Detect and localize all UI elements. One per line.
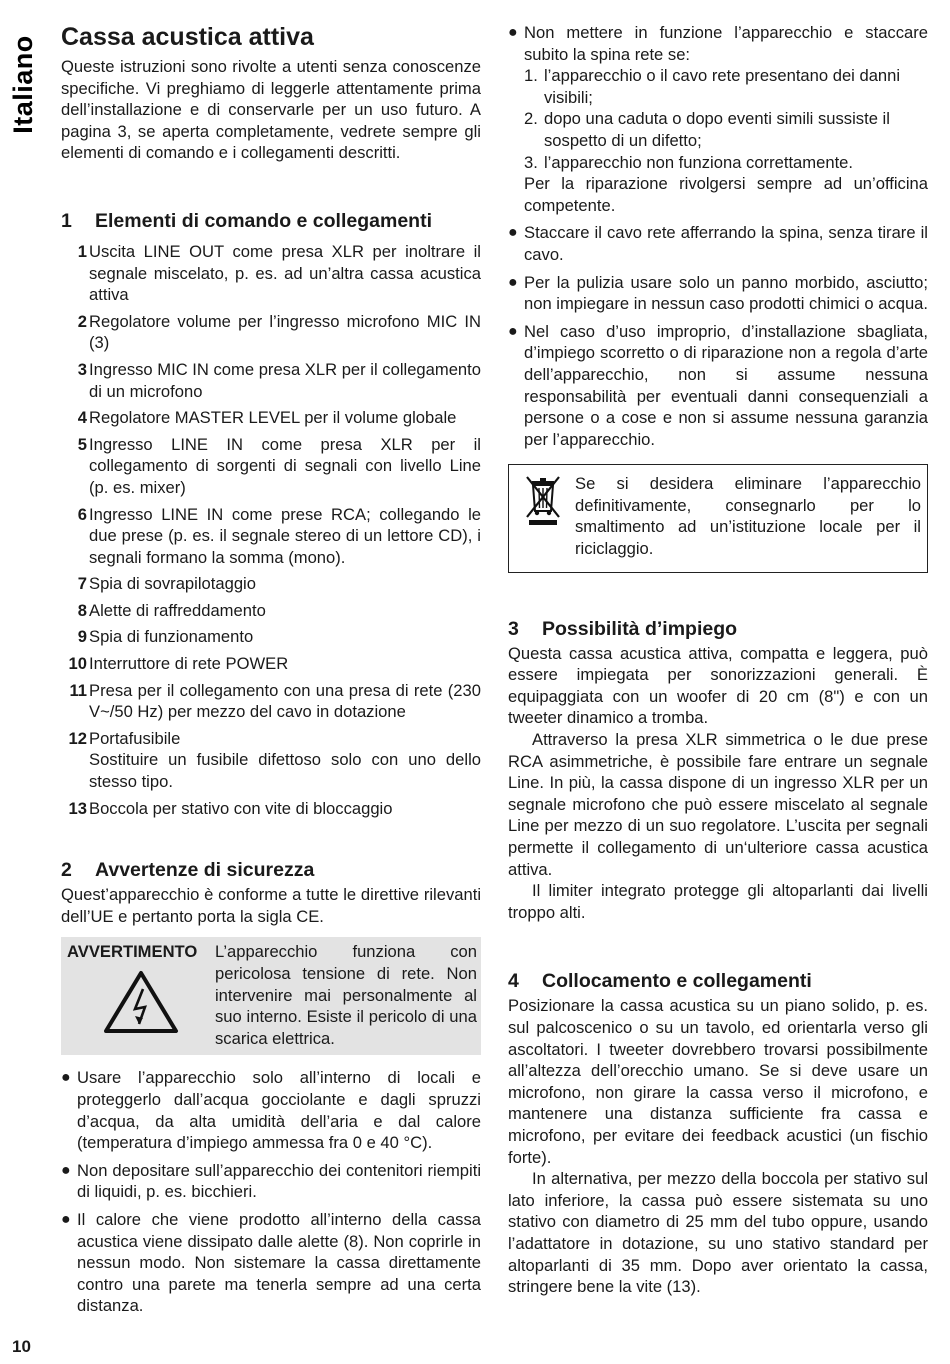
list-item	[61, 359, 481, 402]
item-text: Boccola per stativo con vite di bloccaggio	[89, 798, 393, 818]
item-text: Per la pulizia usare solo un panno morbido, asciutto; non impiegare in nessun caso prodotti chimici o acqua.	[524, 272, 929, 314]
ce-mark: CE.	[296, 906, 324, 926]
disposal-text: Se si desidera eliminare l’apparecchio definitivamente, consegnarlo per lo smaltimento ad un’istituzione locale per il riciclaggio.	[575, 474, 921, 559]
item-number: 12	[68, 728, 87, 748]
item-text: Non depositare sull’apparecchio dei contenitori riempiti di liquidi, p. es. bicchieri.	[77, 1160, 481, 1202]
section-2-heading	[61, 858, 481, 882]
intro-paragraph: Queste istruzioni sono rivolte a utenti senza conoscenze specifiche. Vi preghiamo di leggerle attentamente prima dell’installazione e di conservarle per un uso futuro. A pagina 3, se aperta completamente, vedrete sempre gli elementi di comando e i collegamenti descritti.	[61, 57, 481, 163]
list-item	[508, 222, 928, 265]
warning-text: L’apparecchio funziona con pericolosa tensione di rete. Non intervenire mai personalmente al suo interno. Esiste il pericolo di una scarica elettrica.	[215, 942, 477, 1048]
list-item	[61, 407, 481, 429]
list-item	[508, 272, 928, 315]
language-label: Italiano	[7, 34, 38, 134]
sub-number: 3.	[524, 152, 538, 172]
item-text: Interruttore di rete POWER	[89, 654, 289, 674]
bullet-icon: ●	[508, 273, 518, 291]
sub-text: l’apparecchio non funziona correttamente.	[544, 152, 854, 172]
list-item	[61, 504, 481, 569]
list-item	[61, 680, 481, 723]
warning-left	[67, 941, 215, 1049]
sub-list	[524, 65, 928, 173]
item-number: 8	[77, 600, 87, 620]
section-number: 3	[508, 617, 519, 640]
sub-number: 1.	[524, 66, 538, 86]
item-number: 7	[77, 574, 87, 594]
paragraph: Attraverso la presa XLR simmetrica o le due prese RCA asimmetriche, è possibile fare entrare un segnale Line. In più, la cassa dispone di un ingresso XLR per un segnale microfono che può essere miscelato al segnale Line per mezzo di un suo regolatore. L’uscita per segnali permette il collegamento di un‘ulteriore cassa acustica attiva.	[508, 730, 928, 879]
list-item	[61, 311, 481, 354]
crossed-bin-icon-wrap	[515, 473, 571, 559]
bullet-icon: ●	[61, 1161, 71, 1179]
list-item	[61, 798, 481, 820]
paragraph: Il limiter integrato protegge gli altoparlanti dai livelli troppo alti.	[508, 881, 928, 922]
sub-item	[524, 65, 928, 108]
list-item	[61, 653, 481, 675]
bullet-icon: ●	[508, 322, 518, 340]
section-number: 4	[508, 970, 519, 993]
item-text: Spia di funzionamento	[89, 627, 254, 647]
item-number: 4	[77, 408, 87, 428]
safety-list-left	[61, 1067, 481, 1317]
list-item	[61, 728, 481, 793]
list-item	[61, 626, 481, 648]
disposal-box	[508, 464, 928, 572]
item-text: Ingresso MIC IN come presa XLR per il collegamento di un microfono	[89, 359, 481, 401]
section-title: Collocamento e collegamenti	[542, 970, 812, 993]
section-title: Elementi di comando e collegamenti	[95, 209, 432, 232]
conformity-paragraph	[61, 884, 481, 927]
item-number: 9	[77, 627, 87, 647]
section-4-heading	[508, 969, 928, 993]
list-item	[61, 241, 481, 306]
bullet-icon: ●	[508, 24, 518, 41]
page-number: 10	[12, 1337, 31, 1356]
paragraph: Posizionare la cassa acustica su un piano solido, p. es. sul palcoscenico o su un tavolo, ed orientarla verso gli ascoltatori. I tweeter dovrebbero trovarsi possibilmente all’altezza dell’orecchio umano. Se si deve usare un microfono, non girare la cassa verso il microfono, e mantenere una distanza sufficiente fra cassa e microfono, per evitare dei feedback acustici (un fischio forte).	[508, 996, 928, 1167]
list-item	[61, 434, 481, 499]
item-number: 11	[69, 680, 87, 700]
controls-list	[61, 241, 481, 819]
item-text: Ingresso LINE IN come presa XLR per il collegamento di sorgenti di segnali con livello Line (p. es. mixer)	[89, 434, 481, 497]
section-title: Possibilità d’impiego	[542, 617, 738, 640]
item-text: Nel caso d’uso improprio, d’installazione sbagliata, d’impiego scorretto o di riparazione non a regola d’arte dell’apparecchio, non si assume nessuna responsabilità per eventuali danni consequenziali a persone o a cose e non si assume nessuna garanzia per l’apparecchio.	[524, 321, 928, 449]
sub-number: 2.	[524, 109, 538, 129]
item-note: Sostituire un fusibile difettoso solo con uno dello stesso tipo.	[89, 750, 481, 792]
item-number: 3	[77, 359, 87, 379]
left-column	[61, 22, 481, 1323]
list-item	[61, 1067, 481, 1153]
paragraph: Questa cassa acustica attiva, compatta e leggera, può essere impiegata per sonorizzazioni generali. È equipaggiata con un woofer di 20 cm (8") e con un tweeter dinamico a tromba.	[508, 643, 928, 728]
conformity-text: Quest’apparecchio è conforme a tutte le direttive rilevanti dell’UE e pertanto porta la sigla	[61, 885, 481, 926]
sub-text: dopo una caduta o dopo eventi simili sussiste il sospetto di un difetto;	[544, 109, 890, 150]
item-text: Uscita LINE OUT come presa XLR per inoltrare il segnale miscelato, p. es. ad un’altra cassa acustica attiva	[89, 241, 481, 305]
item-text: Regolatore MASTER LEVEL per il volume globale	[89, 408, 457, 428]
warning-box	[61, 937, 481, 1055]
sub-item	[524, 108, 928, 151]
bullet-icon: ●	[61, 1069, 71, 1087]
item-text: Regolatore volume per l’ingresso microfono MIC IN (3)	[89, 311, 481, 353]
item-text: Ingresso LINE IN come prese RCA; collegando le due prese (p. es. il segnale stereo di un lettore CD), i segnali formano la somma (mono).	[89, 504, 481, 567]
bullet-icon: ●	[508, 224, 518, 242]
item-text: Non mettere in funzione l’apparecchio e staccare subito la spina rete se:	[524, 23, 928, 64]
section-1-heading	[61, 209, 481, 233]
sub-text: l’apparecchio o il cavo rete presentano dei danni visibili;	[544, 66, 901, 107]
item-text: Presa per il collegamento con una presa di rete (230 V~/50 Hz) per mezzo del cavo in dotazione	[89, 680, 481, 722]
section-title: Avvertenze di sicurezza	[95, 859, 315, 882]
section-number: 2	[61, 859, 72, 882]
section-number: 1	[61, 209, 72, 232]
item-text: Il calore che viene prodotto all’interno della cassa acustica viene dissipato dalle alette (8). Non coprirle in nessun modo. Non sistemare la cassa direttamente contro una parete ma tenerla sempre ad una certa distanza.	[77, 1209, 481, 1316]
paragraph: In alternativa, per mezzo della boccola per stativo sul lato inferiore, la cassa può essere sistemata su uno stativo con diametro di 25 mm del tubo oppure, usando l’adattatore in dotazione, su uno stativo standard per altoparlanti di 35 mm. Dopo aver orientato la cassa, stringere bene la vite (13).	[508, 1169, 928, 1297]
list-item	[61, 573, 481, 595]
list-item	[61, 1209, 481, 1317]
item-text: Spia di sovrapilotaggio	[89, 574, 256, 594]
language-tab	[6, 24, 40, 144]
right-column	[508, 22, 928, 1298]
item-text: Portafusibile	[89, 728, 181, 748]
item-number: 6	[77, 504, 87, 524]
list-item	[61, 1160, 481, 1203]
sub-item	[524, 152, 928, 174]
section-3-heading	[508, 617, 928, 641]
list-item	[61, 600, 481, 622]
item-text: Alette di raffreddamento	[89, 600, 266, 620]
item-number: 2	[77, 311, 87, 331]
item-note: Per la riparazione rivolgersi sempre ad un’officina competente.	[524, 174, 928, 215]
crossed-bin-icon	[523, 473, 563, 527]
safety-list-right	[508, 22, 928, 450]
bullet-icon: ●	[61, 1210, 71, 1228]
item-number: 13	[68, 798, 87, 818]
high-voltage-icon	[103, 969, 179, 1035]
warning-label: AVVERTIMENTO	[67, 942, 198, 962]
list-item	[508, 321, 928, 451]
document-title: Cassa acustica attiva	[61, 23, 314, 51]
item-text: Staccare il cavo rete afferrando la spina, senza tirare il cavo.	[524, 223, 928, 264]
item-text: Usare l’apparecchio solo all’interno di locali e proteggerlo dall’acqua gocciolante e dagli spruzzi d’acqua, da alta umidità dell’aria e dal calore (temperatura d’impiego ammessa fra 0 e 40 °C).	[77, 1068, 481, 1153]
list-item	[508, 22, 928, 216]
item-number: 1	[77, 241, 87, 261]
item-number: 10	[68, 654, 87, 674]
item-number: 5	[77, 434, 87, 454]
